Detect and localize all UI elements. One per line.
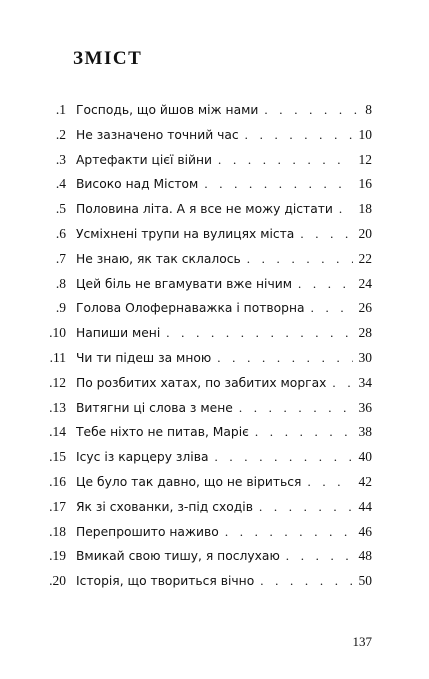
toc-entry-title: Історія, що твориться вічно <box>76 574 255 589</box>
toc-entry-number: .3 <box>55 151 66 167</box>
dot-leader <box>239 398 353 418</box>
dot-leader <box>260 571 352 591</box>
toc-entry-page: 36 <box>358 399 372 415</box>
toc-entry-page: 24 <box>358 275 372 291</box>
toc-entry-line <box>76 546 372 566</box>
dot-leader <box>298 274 353 294</box>
toc-entry-number: .12 <box>49 374 66 390</box>
toc-entry-page: 20 <box>358 226 372 241</box>
toc-entry-title: Тебе ніхто не питав, Маріє <box>76 425 249 440</box>
toc-entry-number: .8 <box>55 275 66 291</box>
toc-entry-title: Вмикай свою тишу, я послухаю <box>76 549 280 564</box>
dot-leader <box>311 298 353 318</box>
toc-entry-line <box>76 224 372 244</box>
dot-leader <box>255 422 353 442</box>
toc-entry-number: .10 <box>49 325 66 341</box>
toc-entry-number: .6 <box>55 226 66 241</box>
toc-entry-page: 38 <box>358 424 372 440</box>
toc-entry-page: 18 <box>358 201 372 217</box>
toc-entry-number: .1 <box>55 102 66 117</box>
toc-entry-line <box>76 472 372 492</box>
dot-leader <box>225 522 353 542</box>
toc-entry-page: 50 <box>358 573 372 589</box>
toc-entry-page: 34 <box>358 374 372 390</box>
toc-entry-title: Як зі схованки, з-під сходів <box>76 499 253 514</box>
dot-leader <box>339 199 353 219</box>
toc-entry-page: 26 <box>358 300 372 316</box>
toc-entry-page: 48 <box>358 548 372 564</box>
dot-leader <box>247 249 353 269</box>
toc-entry-line <box>76 422 372 442</box>
toc-entry <box>0 422 429 442</box>
toc-entry-number: .5 <box>55 201 66 217</box>
toc-entry-line <box>76 125 372 145</box>
toc-entry-number: .2 <box>55 126 66 142</box>
toc-entry-title: Половина літа. А я все не можу дістати <box>76 202 333 217</box>
dot-leader <box>300 224 352 244</box>
toc-entry-number: .18 <box>49 523 66 539</box>
toc-entry <box>0 100 429 120</box>
toc-entry-line <box>76 348 372 368</box>
toc-entry-number: .11 <box>49 350 66 365</box>
toc-entry-page: 40 <box>358 449 372 465</box>
toc-entry-title: Витягни ці слова з мене <box>76 400 233 415</box>
toc-entry-number: .7 <box>55 250 66 266</box>
toc-entry <box>0 150 429 170</box>
toc-entry-page: 46 <box>358 523 372 539</box>
toc-entry-title: Ісус із карцеру зліва <box>76 450 209 465</box>
toc-entry <box>0 274 429 294</box>
toc-entry-page: 12 <box>358 151 372 167</box>
toc-entry-line <box>76 199 372 219</box>
toc-entry-title: Цей біль не вгамувати вже нічим <box>76 276 292 291</box>
toc-entry-line <box>76 571 372 591</box>
toc-entry-line <box>76 100 372 120</box>
toc-entry <box>0 546 429 566</box>
toc-entry-title: Не знаю, як так склалось <box>76 251 241 266</box>
toc-entry-number: .13 <box>49 399 66 415</box>
toc-entry-number: .16 <box>49 474 66 489</box>
dot-leader <box>218 150 352 170</box>
page-number: 137 <box>352 634 372 649</box>
toc-entry-line <box>76 522 372 542</box>
toc-entry-line <box>76 398 372 418</box>
toc-entry-title: Напиши мені <box>76 326 161 341</box>
toc-entry-page: 30 <box>358 350 372 365</box>
toc-entry <box>0 472 429 492</box>
toc-entry-page: 10 <box>358 126 372 142</box>
toc-entry <box>0 125 429 145</box>
dot-leader <box>307 472 352 492</box>
toc-entry-number: .17 <box>49 498 66 514</box>
dot-leader <box>204 174 352 194</box>
toc-entry-page: 44 <box>358 498 372 514</box>
toc-entry-number: .19 <box>49 548 66 564</box>
toc-entry-number: .20 <box>49 573 66 589</box>
toc-entry-title: Усміхнені трупи на вулицях міста <box>76 227 295 241</box>
toc-entry <box>0 398 429 418</box>
toc-entry-line <box>76 323 372 343</box>
dot-leader <box>332 373 352 393</box>
dot-leader <box>286 546 353 566</box>
toc-entry-title: Не зазначено точний час <box>76 127 239 142</box>
toc-entry-number: .14 <box>49 424 66 440</box>
dot-leader <box>245 125 353 145</box>
toc-entry-line <box>76 174 372 194</box>
toc-entry-line <box>76 373 372 393</box>
toc-entry-page: 8 <box>365 102 372 117</box>
dot-leader <box>259 497 353 517</box>
toc-entry <box>0 522 429 542</box>
toc-entry-page: 22 <box>358 250 372 266</box>
toc-entry-line <box>76 298 372 318</box>
toc-entry-title: Голова Олофернаважка і потворна <box>76 301 305 316</box>
toc-entry <box>0 174 429 194</box>
toc-entry-line <box>76 274 372 294</box>
toc-entry <box>0 224 429 244</box>
toc-entry <box>0 348 429 368</box>
dot-leader <box>215 447 353 467</box>
toc-entry-page: 16 <box>358 176 372 192</box>
toc-entry <box>0 298 429 318</box>
toc-entry <box>0 249 429 269</box>
toc-entry <box>0 497 429 517</box>
toc-entry-line <box>76 497 372 517</box>
toc-entry-title: По розбитих хатах, по забитих моргах <box>76 375 327 390</box>
toc-entry-title: Господь, що йшов між нами <box>76 103 259 117</box>
toc-entry-title: Чи ти підеш за мною <box>76 351 212 365</box>
toc-entry-number: .4 <box>55 176 66 192</box>
toc-entry-number: .15 <box>49 449 66 465</box>
toc-entry <box>0 571 429 591</box>
toc-entry-title: Артефакти цієї війни <box>76 152 213 167</box>
toc-entry <box>0 447 429 467</box>
dot-leader <box>166 323 352 343</box>
toc-entry-page: 28 <box>358 325 372 341</box>
toc-entry-title: Перепрошито наживо <box>76 524 219 539</box>
toc-entry-page: 42 <box>358 474 372 489</box>
dot-leader <box>217 348 352 368</box>
toc-entry-title: Високо над Містом <box>76 177 199 192</box>
toc-entry-line <box>76 150 372 170</box>
page-title: ЗМІСТ <box>73 48 143 69</box>
toc-entry-title: Це було так давно, що не віриться <box>76 475 302 489</box>
toc-entry-number: .9 <box>55 300 66 316</box>
toc-entry-line <box>76 249 372 269</box>
dot-leader <box>264 100 359 120</box>
toc-entry <box>0 199 429 219</box>
toc-entry <box>0 323 429 343</box>
toc-entry <box>0 373 429 393</box>
toc-entry-line <box>76 447 372 467</box>
